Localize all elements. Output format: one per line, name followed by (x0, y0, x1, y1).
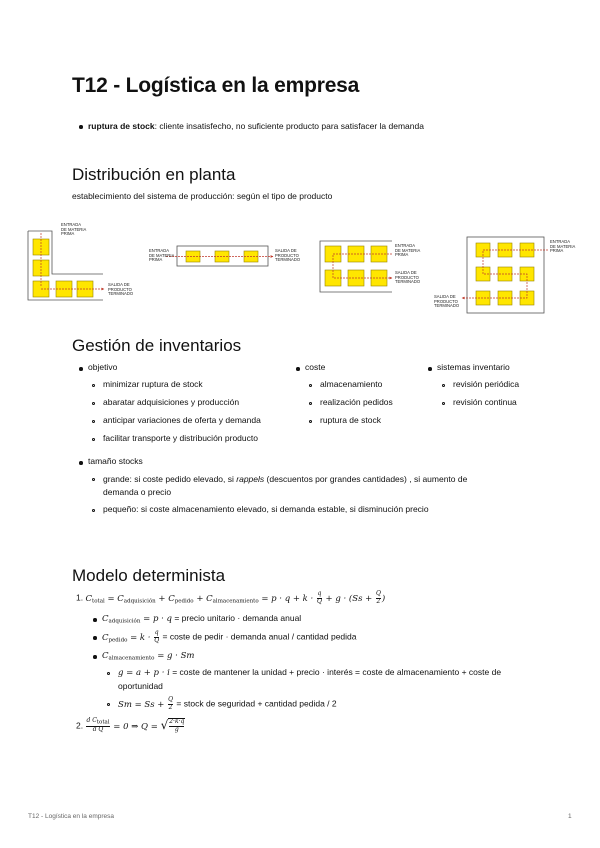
formula-b2: $C_{pedido} = k$ · $\frac{q}{Q}$ = coste de pedir · demanda anual / cantidad pedida (102, 629, 357, 644)
item-number: 1. (76, 592, 84, 603)
sub-bullet (309, 402, 312, 405)
section-heading-distribucion: Distribución en planta (72, 165, 236, 184)
diagram-linear (166, 246, 273, 266)
col2-item: ruptura de stock (320, 415, 381, 425)
diagram2-input-label: ENTRADA DE MATERIA PRIMA (149, 248, 175, 263)
page-number: 1 (568, 813, 572, 820)
col2-item: realización pedidos (320, 397, 393, 407)
formula-2: 2. $\frac{\text{d Ctotal}}{\text{d Q}}$ = 0 ⇒ Q = √ $\frac{2\cdot k\cdot q}{g}$ (76, 717, 185, 734)
formula-b1: $C_{adquisición} = p \cdot q$ = precio unitario · demanda anual (102, 613, 302, 625)
sub-bullet (442, 402, 445, 405)
page-title: T12 - Logística en la empresa (72, 74, 360, 97)
bullet (93, 618, 97, 622)
diagram3-input-label: ENTRADA DE MATERIA PRIMA (395, 243, 421, 258)
diagram2-output-label: SALIDA DE PRODUCTO TERMINADO (275, 248, 301, 263)
sub-bullet (309, 420, 312, 423)
sub-bullet (92, 438, 95, 441)
formula-g2: Sm = Ss + $\frac{Q}{2}$ = stock de seguridad + cantidad pedida / 2 (118, 696, 337, 711)
bullet (296, 367, 300, 371)
sub-bullet (92, 384, 95, 387)
intro-term: ruptura de stock (88, 121, 155, 131)
tamano-label: tamaño stocks (88, 456, 143, 466)
col3-label: sistemas inventario (437, 362, 510, 372)
footer-title: T12 - Logística en la empresa (28, 813, 114, 820)
bullet (79, 367, 83, 371)
section-heading-gestion: Gestión de inventarios (72, 336, 242, 355)
intro-text: : cliente insatisfecho, no suficiente producto para satisfacer la demanda (154, 121, 424, 131)
tamano-grande: grande: si coste pedido elevado, si rappels (descuentos por grandes cantidades) , si aumento de demanda o precio (103, 474, 468, 497)
tamano-pequeno: pequeño: si coste almacenamiento elevado, si demanda estable, si disminución precio (103, 504, 429, 514)
col1-label: objetivo (88, 362, 118, 372)
sub-bullet (442, 384, 445, 387)
sub-bullet (92, 402, 95, 405)
bullet (79, 461, 83, 465)
diagram4-output-label: SALIDA DE PRODUCTO TERMINADO (434, 294, 460, 309)
sub-bullet (92, 420, 95, 423)
bullet (428, 367, 432, 371)
diagram-serpentine (462, 237, 548, 313)
diagram1-output-label: SALIDA DE PRODUCTO TERMINADO (108, 282, 134, 297)
sub-bullet (107, 703, 110, 706)
col3-item: revisión periódica (453, 379, 520, 389)
formula-b3: $C_{almacenamiento} = g \cdot Sm$ (102, 651, 195, 662)
col1-item: minimizar ruptura de stock (103, 379, 203, 389)
sub-bullet (92, 478, 95, 481)
diagram-u-shape (320, 241, 392, 292)
formula-g1: g = a + p · i = coste de mantener la unidad + precio · interés = coste de almacenamiento + coste de oportunidad (118, 667, 502, 691)
item-number: 2. (76, 720, 84, 731)
sub-bullet (107, 672, 110, 675)
diagram-fixed-position (28, 231, 104, 300)
col1-item: anticipar variaciones de oferta y demanda (103, 415, 261, 425)
diagram4-input-label: ENTRADA DE MATERIA PRIMA (550, 239, 576, 254)
distribucion-desc: establecimiento del sistema de producción: según el tipo de producto (72, 191, 333, 201)
col3-item: revisión continua (453, 397, 517, 407)
section-heading-modelo: Modelo determinista (72, 566, 226, 585)
sub-bullet (309, 384, 312, 387)
diagram3-output-label: SALIDA DE PRODUCTO TERMINADO (395, 270, 421, 285)
diagram1-input-label: ENTRADA DE MATERIA PRIMA (61, 222, 87, 237)
formula-1: 1. $C_{total} = C_{adquisición} + C_{pedido} + C_{almacenamiento} = p \cdot q + k$ · $\frac{q}{Q}$ + g · (Ss + $\frac{Q}{2}$ ) (76, 590, 386, 605)
col1-item: facilitar transporte y distribución producto (103, 433, 258, 443)
bullet (93, 655, 97, 659)
bullet (93, 636, 97, 640)
col2-label: coste (305, 362, 326, 372)
col2-item: almacenamiento (320, 379, 383, 389)
col1-item: abaratar adquisiciones y producción (103, 397, 240, 407)
sub-bullet (92, 509, 95, 512)
